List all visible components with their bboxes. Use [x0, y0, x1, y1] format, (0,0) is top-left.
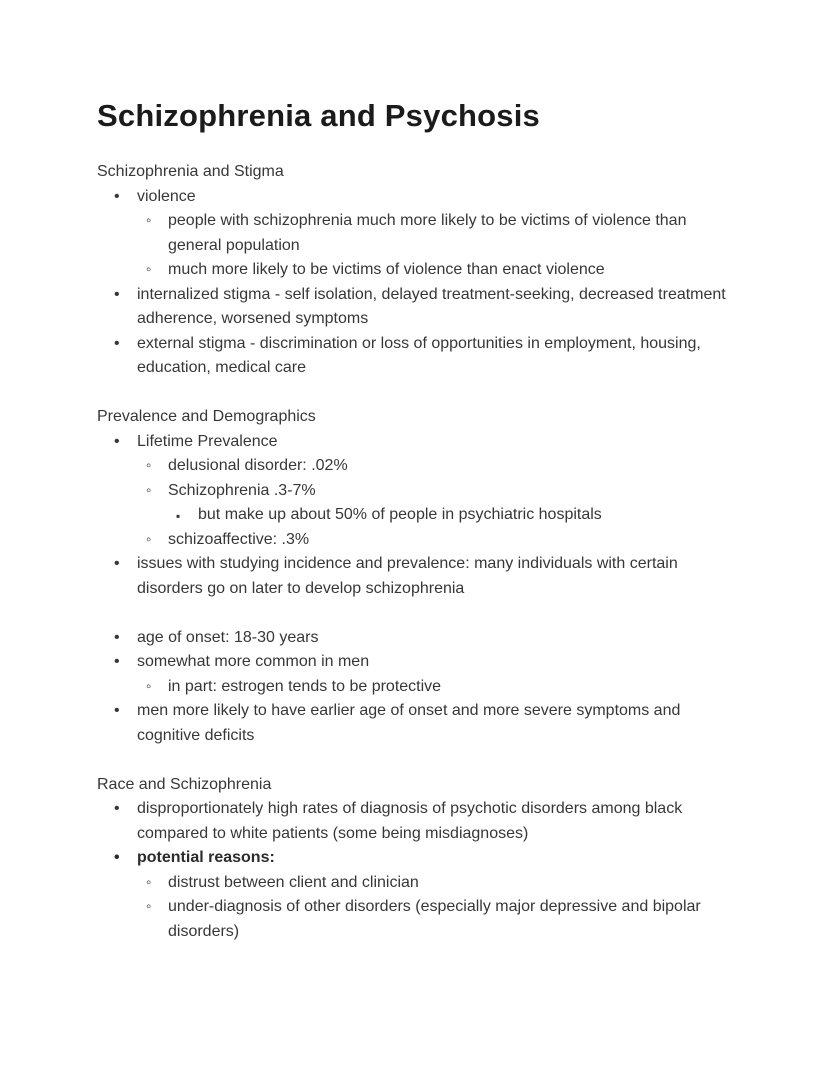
- bullet-square-icon: ▪: [176, 509, 181, 523]
- list-item-text: internalized stigma - self isolation, delayed treatment-seeking, decreased treatment adherence, worsened symptoms: [137, 285, 726, 327]
- bullet-disc-icon: •: [114, 555, 120, 572]
- list-item: [97, 626, 730, 651]
- list-item-text: external stigma - discrimination or loss of opportunities in employment, housing, education, medical care: [137, 334, 701, 376]
- list-item: [97, 332, 730, 381]
- blank-line: [97, 601, 730, 626]
- bullet-circle-icon: ◦: [146, 212, 152, 229]
- list-item: [97, 258, 730, 283]
- list-item-text: much more likely to be victims of violence than enact violence: [168, 261, 605, 278]
- list-item-text: Schizophrenia .3-7%: [168, 481, 316, 499]
- bullet-circle-icon: ◦: [146, 481, 152, 499]
- bullet-circle-icon: ◦: [146, 261, 152, 278]
- list-item: [97, 895, 730, 944]
- page-title: Schizophrenia and Psychosis: [97, 98, 540, 133]
- bullet-disc-icon: •: [114, 334, 120, 352]
- list-item-text: people with schizophrenia much more likely to be victims of violence than general population: [168, 212, 687, 254]
- bullet-circle-icon: ◦: [146, 873, 152, 891]
- list-item-text: men more likely to have earlier age of onset and more severe symptoms and cognitive deficits: [137, 702, 681, 744]
- list-item-text: in part: estrogen tends to be protective: [168, 677, 442, 695]
- bullet-circle-icon: ◦: [146, 677, 152, 695]
- list-item-text: potential reasons:: [137, 849, 275, 866]
- blank-line: [97, 381, 730, 406]
- list-item-text: Lifetime Prevalence: [137, 432, 278, 450]
- section-heading-prevalence: Prevalence and Demographics: [97, 408, 316, 425]
- bullet-disc-icon: •: [114, 187, 120, 205]
- list-item: [97, 675, 730, 700]
- bullet-disc-icon: •: [114, 285, 120, 303]
- list-item: [97, 528, 730, 553]
- list-item: [97, 871, 730, 896]
- list-item: [97, 430, 730, 455]
- bullet-disc-icon: •: [114, 628, 120, 646]
- bullet-circle-icon: ◦: [146, 457, 152, 474]
- list-item-text: schizoaffective: .3%: [168, 530, 310, 548]
- list-item-text: violence: [137, 187, 196, 205]
- list-item-text: under-diagnosis of other disorders (especially major depressive and bipolar disorders): [168, 898, 701, 940]
- list-item: [97, 454, 730, 479]
- bullet-disc-icon: •: [114, 800, 120, 817]
- list-item: [97, 283, 730, 332]
- bullet-disc-icon: •: [114, 849, 120, 866]
- bullet-disc-icon: •: [114, 702, 120, 719]
- list-item: [97, 503, 730, 528]
- list-item-text: disproportionately high rates of diagnosis of psychotic disorders among black compared to white patients (some being misdiagnoses): [137, 800, 683, 842]
- list-item-text: age of onset: 18-30 years: [137, 628, 319, 646]
- list-item: [97, 185, 730, 210]
- list-item-text: distrust between client and clinician: [168, 873, 419, 891]
- list-item: [97, 209, 730, 258]
- list-item-text: but make up about 50% of people in psychiatric hospitals: [198, 506, 602, 523]
- list-item: [97, 552, 730, 601]
- list-item-text: somewhat more common in men: [137, 653, 370, 670]
- blank-line: [97, 748, 730, 773]
- bullet-circle-icon: ◦: [146, 898, 152, 915]
- list-item-bold: [97, 846, 730, 871]
- list-item-text: issues with studying incidence and prevalence: many individuals with certain disorders go on later to develop schizophrenia: [137, 555, 678, 597]
- list-item-text: delusional disorder: .02%: [168, 457, 348, 474]
- section-heading-stigma: Schizophrenia and Stigma: [97, 163, 284, 180]
- bullet-disc-icon: •: [114, 432, 120, 450]
- bullet-circle-icon: ◦: [146, 530, 152, 548]
- list-item: [97, 797, 730, 846]
- bullet-disc-icon: •: [114, 653, 120, 670]
- section-heading-race: Race and Schizophrenia: [97, 775, 272, 793]
- list-item: [97, 650, 730, 675]
- list-item: [97, 699, 730, 748]
- list-item: [97, 479, 730, 504]
